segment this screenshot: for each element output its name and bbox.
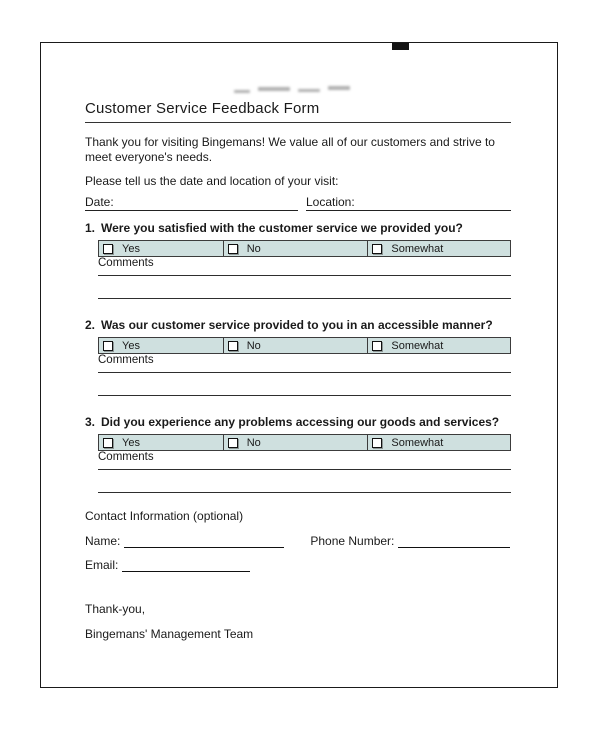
option-yes-label: Yes xyxy=(122,339,140,352)
comment-line xyxy=(98,276,511,299)
option-somewhat-label: Somewhat xyxy=(391,436,444,449)
scan-artifact-mark xyxy=(392,43,409,50)
checkbox-icon xyxy=(103,244,113,254)
location-label: Location: xyxy=(305,195,355,209)
contact-heading: Contact Information (optional) xyxy=(85,509,244,523)
checkbox-icon xyxy=(228,438,238,448)
email-row xyxy=(85,558,511,572)
option-yes-cell xyxy=(99,241,223,256)
question-3-heading xyxy=(85,415,511,430)
question-3-text: Did you experience any problems accessing our goods and services? xyxy=(101,415,500,429)
comment-line xyxy=(98,373,511,396)
question-block-2 xyxy=(85,318,511,396)
question-block-3 xyxy=(85,415,511,493)
option-no-cell xyxy=(223,338,368,353)
checkbox-icon xyxy=(372,341,382,351)
form-page xyxy=(40,42,558,688)
option-no-label: No xyxy=(246,242,261,255)
option-yes-cell xyxy=(99,338,223,353)
name-phone-row xyxy=(85,534,511,548)
option-somewhat-cell xyxy=(367,241,510,256)
question-3-options-row xyxy=(98,434,511,451)
option-no-cell xyxy=(223,435,368,450)
option-somewhat-cell xyxy=(367,338,510,353)
option-somewhat-label: Somewhat xyxy=(391,339,444,352)
question-2-heading xyxy=(85,318,511,333)
question-2-text: Was our customer service provided to you in an accessible manner? xyxy=(101,318,493,332)
phone-field xyxy=(310,534,510,548)
comments-label: Comments xyxy=(98,257,154,269)
checkbox-icon xyxy=(228,244,238,254)
checkbox-icon xyxy=(372,244,382,254)
closing-text: Thank-you, xyxy=(85,602,146,616)
date-label: Date: xyxy=(85,195,114,209)
option-yes-cell xyxy=(99,435,223,450)
question-1-heading xyxy=(85,221,511,236)
phone-label: Phone Number: xyxy=(310,534,395,548)
question-1-number: 1. xyxy=(85,221,96,235)
name-blank xyxy=(124,534,284,548)
question-block-1 xyxy=(85,221,511,299)
checkbox-icon xyxy=(372,438,382,448)
checkbox-icon xyxy=(103,341,113,351)
email-label: Email: xyxy=(85,558,119,572)
visit-prompt: Please tell us the date and location of your visit: xyxy=(85,174,339,188)
intro-text: Thank you for visiting Bingemans! We value all of our customers and strive to meet everyone's needs. xyxy=(85,135,495,164)
option-yes-label: Yes xyxy=(122,242,140,255)
scan-artifact-smudge xyxy=(234,84,356,98)
checkbox-icon xyxy=(228,341,238,351)
option-no-label: No xyxy=(246,436,261,449)
question-2-number: 2. xyxy=(85,318,96,332)
comment-line xyxy=(98,470,511,493)
phone-blank xyxy=(398,534,510,548)
name-label: Name: xyxy=(85,534,121,548)
location-field xyxy=(306,195,511,211)
question-1-text: Were you satisfied with the customer service we provided you? xyxy=(101,221,463,235)
option-somewhat-label: Somewhat xyxy=(391,242,444,255)
form-title: Customer Service Feedback Form xyxy=(85,100,320,117)
option-yes-label: Yes xyxy=(122,436,140,449)
comments-label: Comments xyxy=(98,354,154,366)
date-field xyxy=(85,195,298,211)
date-location-row xyxy=(85,195,511,211)
option-no-label: No xyxy=(246,339,261,352)
question-2-options-row xyxy=(98,337,511,354)
question-1-options-row xyxy=(98,240,511,257)
option-somewhat-cell xyxy=(367,435,510,450)
comments-label: Comments xyxy=(98,451,154,463)
signature-text: Bingemans' Management Team xyxy=(85,627,254,641)
title-underline xyxy=(85,101,511,123)
checkbox-icon xyxy=(103,438,113,448)
question-3-number: 3. xyxy=(85,415,96,429)
option-no-cell xyxy=(223,241,368,256)
email-blank xyxy=(122,558,250,572)
